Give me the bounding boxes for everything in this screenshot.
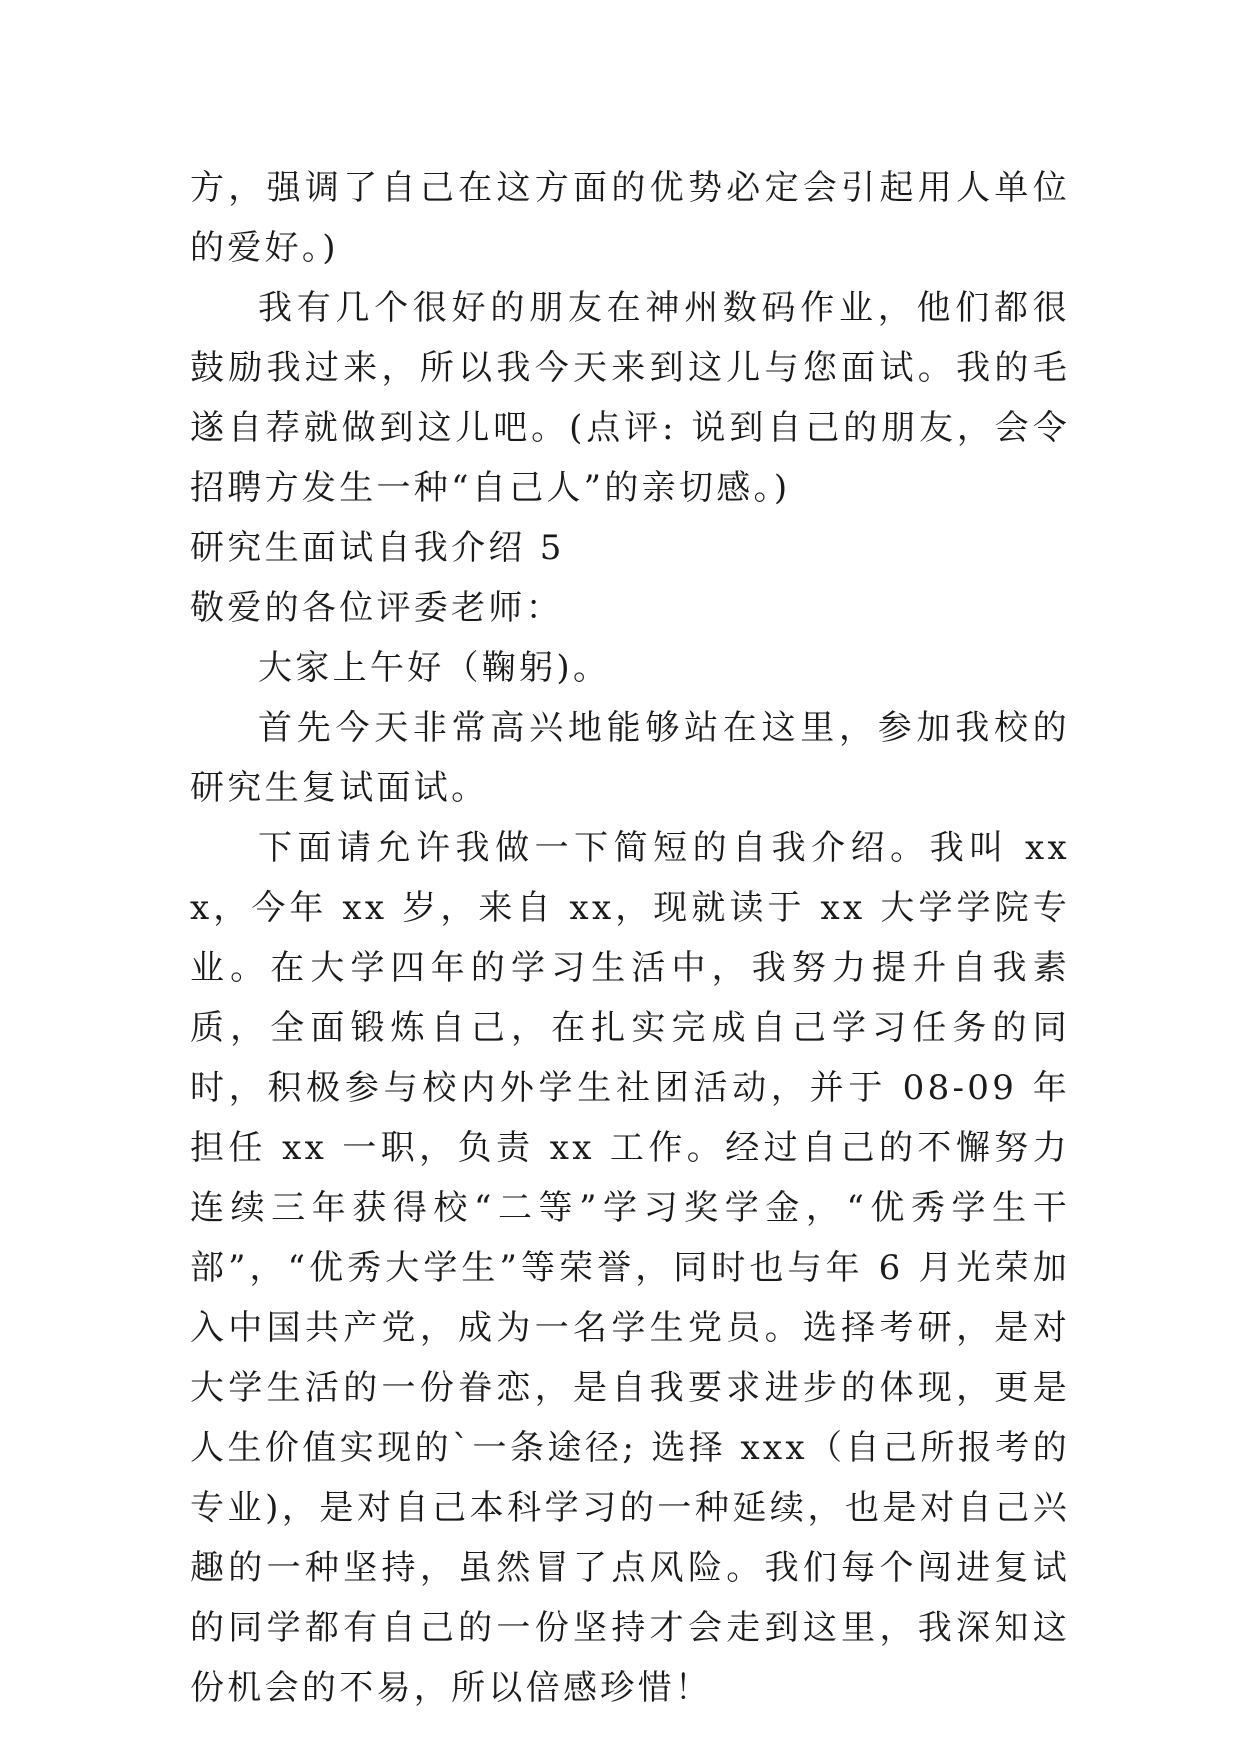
paragraph-1: 方，强调了自己在这方面的优势必定会引起用人单位的爱好。) — [190, 168, 1070, 268]
paragraph-2: 我有几个很好的朋友在神州数码作业，他们都很鼓励我过来，所以我今天来到这儿与您面试。我的毛遂自荐就做到这儿吧。(点评: 说到自己的朋友，会令招聘方发生一种“自己人”的亲切感。) — [190, 288, 1070, 508]
paragraph-opening: 首先今天非常高兴地能够站在这里，参加我校的研究生复试面试。 — [190, 708, 1070, 808]
section-heading: 研究生面试自我介绍 5 — [190, 528, 565, 568]
greeting: 大家上午好（鞠躬)。 — [258, 648, 611, 688]
paragraph-introduction: 下面请允许我做一下简短的自我介绍。我叫 xxx，今年 xx 岁，来自 xx，现就读于 xx 大学学院专业。在大学四年的学习生活中，我努力提升自我素质，全面锻炼自己，在扎实完成自己学习任务的同时，积极参与校内外学生社团活动，并于 08-09 年担任 xx 一职，负责 xx 工作。经过自己的不懈努力连续三年获得校“二等”学习奖学金，“优秀学生干部”，“优秀大学生”等荣誉，同时也与年 6 月光荣加入中国共产党，成为一名学生党员。选择考研，是对大学生活的一份眷恋，是自我要求进步的体现，更是人生价值实现的`一条途径; 选择 xxx（自己所报考的专业)，是对自己本科学习的一种延续，也是对自己兴趣的一种坚持，虽然冒了点风险。我们每个闯进复试的同学都有自己的一份坚持才会走到这里，我深知这份机会的不易，所以倍感珍惜！ — [190, 828, 1070, 1708]
document-body — [190, 158, 1070, 1718]
salutation: 敬爱的各位评委老师： — [190, 588, 563, 628]
